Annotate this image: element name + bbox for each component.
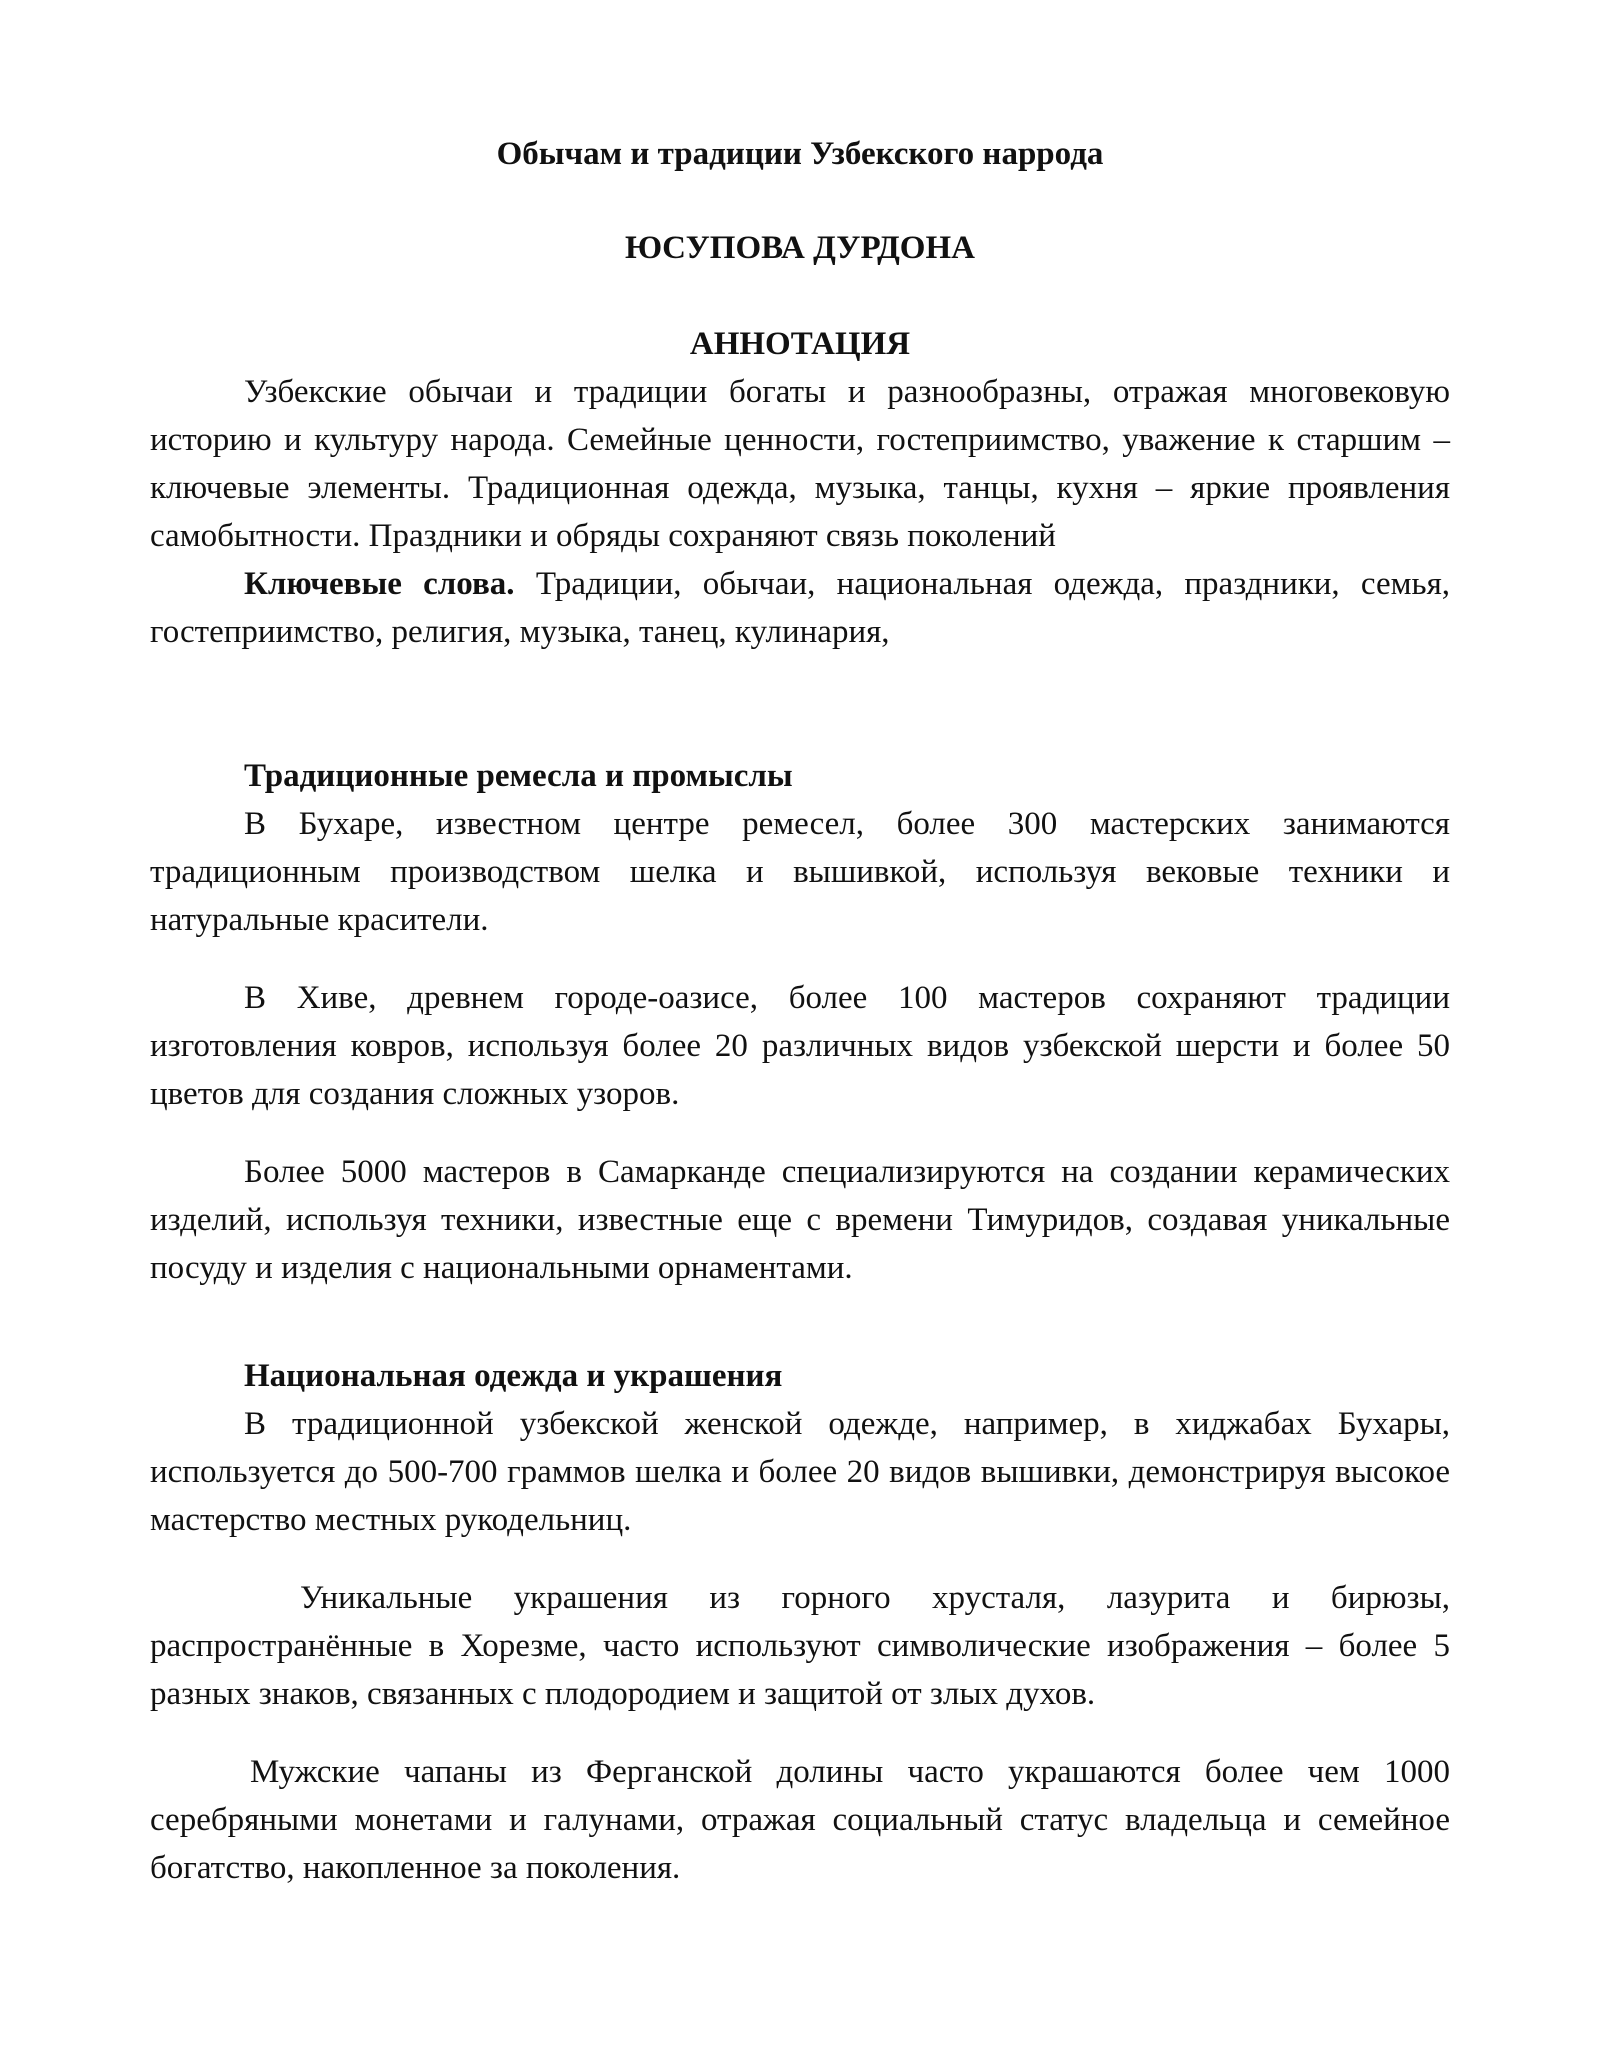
spacer [150, 1544, 1450, 1574]
document-title: Обычам и традиции Узбекского наррода [496, 136, 1104, 172]
author-name: ЮСУПОВА ДУРДОНА [625, 230, 975, 266]
section-paragraph: Мужские чапаны из Ферганской долины часто украшаются более чем 1000 серебряными монетами и галунами, отражая социальный статус владельца и семейное богатство, накопленное за поколения. [150, 1754, 1450, 1886]
keywords-label: Ключевые слова. [244, 566, 515, 602]
section-heading: Традиционные ремесла и промыслы [244, 758, 793, 794]
annotation-paragraph: Узбекские обычаи и традиции богаты и разнообразны, отражая многовековую историю и культуру народа. Семейные ценности, гостеприимство, уважение к старшим – ключевые элементы. Традиционная одежда, музыка, танцы, кухня – яркие проявления самобытности. Праздники и обряды сохраняют связь поколений [150, 374, 1450, 554]
section-paragraph: В Хиве, древнем городе-оазисе, более 100 мастеров сохраняют традиции изготовления ковров, используя более 20 различных видов узбекской шерсти и более 50 цветов для создания сложных узоров. [150, 980, 1450, 1112]
keywords-text: Традиции, обычаи, национальная одежда, праздники, семья, гостеприимство, религия, музыка, танец, кулинария, [150, 566, 1450, 650]
section-clothing [150, 1352, 1450, 1892]
spacer [150, 944, 1450, 974]
keywords-paragraph [150, 560, 1450, 656]
section-paragraph: Более 5000 мастеров в Самарканде специализируются на создании керамических изделий, используя техники, известные еще с времени Тимуридов, создавая уникальные посуду и изделия с национальными орнаментами. [150, 1154, 1450, 1286]
section-paragraph: В Бухаре, известном центре ремесел, более 300 мастерских занимаются традиционным производством шелка и вышивкой, используя вековые техники и натуральные красители. [150, 806, 1450, 938]
spacer [150, 656, 1450, 752]
annotation-heading: АННОТАЦИЯ [689, 326, 911, 362]
spacer [150, 1118, 1450, 1148]
section-crafts [150, 752, 1450, 1292]
spacer [150, 1718, 1450, 1748]
section-paragraph: В традиционной узбекской женской одежде, например, в хиджабах Бухары, используется до 500-700 граммов шелка и более 20 видов вышивки, демонстрируя высокое мастерство местных рукодельниц. [150, 1406, 1450, 1538]
spacer [150, 1292, 1450, 1352]
section-paragraph: Уникальные украшения из горного хрусталя, лазурита и бирюзы, распространённые в Хорезме, часто используют символические изображения – более 5 разных знаков, связанных с плодородием и защитой от злых духов. [150, 1580, 1450, 1712]
section-heading: Национальная одежда и украшения [244, 1358, 783, 1394]
